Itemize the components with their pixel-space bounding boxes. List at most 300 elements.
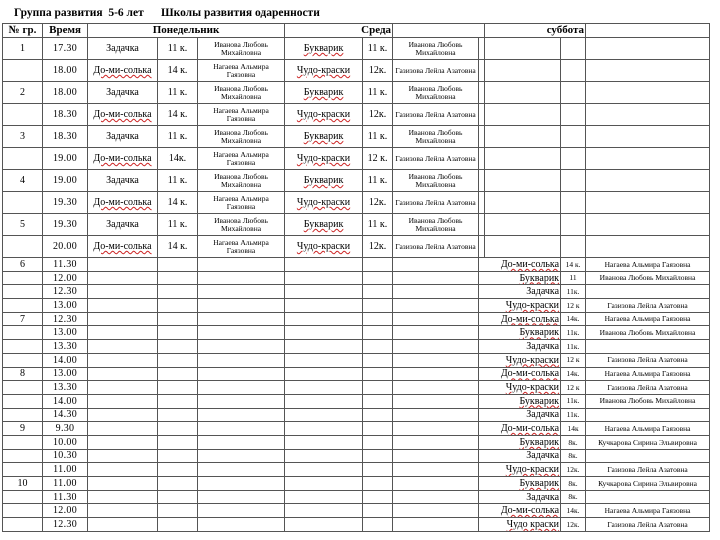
monday-room xyxy=(158,148,198,170)
saturday-subject xyxy=(479,381,561,395)
monday-subject-text: Задачка xyxy=(106,175,139,186)
empty-cell xyxy=(561,236,586,258)
saturday-subject-text: Задачка xyxy=(526,409,560,421)
empty-cell xyxy=(393,271,479,285)
empty-cell xyxy=(158,463,198,477)
monday-subject xyxy=(88,126,158,148)
saturday-room xyxy=(561,312,586,326)
time-cell-text: 13.00 xyxy=(53,368,77,380)
saturday-subject-text: Букварик xyxy=(519,327,560,339)
weekday-row xyxy=(3,104,710,126)
time-cell xyxy=(43,285,88,299)
group-number xyxy=(3,82,43,104)
empty-cell xyxy=(363,367,393,381)
saturday-teacher-text: Нагаева Альмира Гаязовна xyxy=(604,314,691,324)
monday-subject xyxy=(88,104,158,126)
empty-cell xyxy=(158,518,198,532)
saturday-room xyxy=(561,394,586,408)
saturday-subject-text: Букварик xyxy=(519,272,560,284)
empty-cell xyxy=(363,435,393,449)
time-cell xyxy=(43,422,88,436)
saturday-subject xyxy=(479,285,561,299)
monday-room xyxy=(158,170,198,192)
empty-cell xyxy=(393,367,479,381)
saturday-room xyxy=(561,504,586,518)
empty-cell xyxy=(561,38,586,60)
empty-cell xyxy=(285,271,363,285)
saturday-row xyxy=(3,312,710,326)
monday-subject xyxy=(88,236,158,258)
saturday-subject-text: До-ми-солька xyxy=(500,313,560,325)
group-number xyxy=(3,408,43,422)
group-number-text: 4 xyxy=(20,175,25,186)
empty-cell xyxy=(485,104,561,126)
group-number xyxy=(3,258,43,272)
wednesday-subject-text: Чудо-краски xyxy=(296,65,351,76)
empty-cell xyxy=(285,326,363,340)
saturday-room-text: 14 к. xyxy=(565,259,581,269)
saturday-teacher-text: Газизова Лейла Азатовна xyxy=(607,464,688,474)
empty-cell xyxy=(198,353,285,367)
monday-room xyxy=(158,38,198,60)
time-cell xyxy=(43,463,88,477)
empty-cell xyxy=(363,504,393,518)
wednesday-teacher-text: Газизова Лейла Азатовна xyxy=(395,241,476,251)
wednesday-teacher-text: Газизова Лейла Азатовна xyxy=(395,65,476,75)
group-number-text: 9 xyxy=(20,423,25,435)
header-row xyxy=(3,24,710,38)
saturday-subject xyxy=(479,518,561,532)
time-cell xyxy=(43,258,88,272)
group-number xyxy=(3,192,43,214)
empty-cell xyxy=(198,340,285,354)
empty-cell xyxy=(285,381,363,395)
empty-cell xyxy=(363,394,393,408)
saturday-teacher-text: Кучкарова Сирина Эльвировна xyxy=(598,478,697,488)
wednesday-teacher-text: Газизова Лейла Азатовна xyxy=(395,153,476,163)
empty-cell xyxy=(158,504,198,518)
time-cell-text: 12.00 xyxy=(53,272,77,284)
time-cell xyxy=(43,353,88,367)
empty-cell xyxy=(88,326,158,340)
weekday-row xyxy=(3,192,710,214)
saturday-row xyxy=(3,449,710,463)
group-number xyxy=(3,477,43,491)
saturday-subject-text: Чудо-краски xyxy=(505,464,560,476)
group-number-text: 5 xyxy=(20,219,25,230)
wednesday-teacher xyxy=(393,38,479,60)
wednesday-subject-text: Чудо-краски xyxy=(296,241,351,252)
empty-cell xyxy=(198,312,285,326)
empty-cell xyxy=(198,326,285,340)
empty-cell xyxy=(393,504,479,518)
saturday-teacher-text: Нагаева Альмира Гаязовна xyxy=(604,505,691,515)
wednesday-room-text: 12к. xyxy=(368,109,387,120)
time-cell xyxy=(43,38,88,60)
wednesday-teacher xyxy=(393,236,479,258)
time-cell xyxy=(43,82,88,104)
empty-cell xyxy=(485,192,561,214)
monday-room-text: 11 к. xyxy=(167,131,188,142)
time-cell-text: 14.00 xyxy=(53,395,77,407)
saturday-subject-text: Задачка xyxy=(526,286,560,298)
group-number xyxy=(3,435,43,449)
group-number xyxy=(3,60,43,82)
weekday-row xyxy=(3,126,710,148)
monday-room-text: 14к. xyxy=(168,153,187,164)
saturday-subject-text: До-ми-солька xyxy=(500,368,560,380)
empty-cell xyxy=(285,258,363,272)
empty-cell xyxy=(485,236,561,258)
wednesday-room-text: 11 к. xyxy=(367,43,388,54)
empty-cell xyxy=(393,258,479,272)
empty-cell xyxy=(285,285,363,299)
empty-cell xyxy=(393,463,479,477)
saturday-teacher xyxy=(586,258,710,272)
empty-cell xyxy=(363,477,393,491)
empty-cell xyxy=(363,299,393,313)
weekday-row xyxy=(3,82,710,104)
empty-cell xyxy=(363,258,393,272)
time-cell-text: 11.30 xyxy=(53,258,77,270)
wednesday-subject xyxy=(285,104,363,126)
monday-teacher xyxy=(198,192,285,214)
saturday-room xyxy=(561,435,586,449)
wednesday-room xyxy=(363,170,393,192)
saturday-teacher-text: Иванова Любовь Михайловна xyxy=(599,396,696,406)
time-cell xyxy=(43,504,88,518)
saturday-teacher-text: Нагаева Альмира Гаязовна xyxy=(604,423,691,433)
time-cell xyxy=(43,299,88,313)
group-number xyxy=(3,126,43,148)
empty-cell xyxy=(393,408,479,422)
time-cell xyxy=(43,340,88,354)
group-number xyxy=(3,236,43,258)
saturday-room-text: 11к. xyxy=(566,341,580,351)
empty-cell xyxy=(158,449,198,463)
saturday-subject xyxy=(479,312,561,326)
group-number xyxy=(3,463,43,477)
empty-cell xyxy=(198,408,285,422)
group-number xyxy=(3,367,43,381)
monday-room-text: 14 к. xyxy=(167,197,188,208)
time-cell-text: 14.30 xyxy=(53,409,77,421)
empty-cell xyxy=(393,285,479,299)
empty-cell xyxy=(285,312,363,326)
empty-cell xyxy=(586,192,710,214)
empty-cell xyxy=(88,271,158,285)
saturday-subject xyxy=(479,299,561,313)
empty-cell xyxy=(285,408,363,422)
saturday-teacher-text: Газизова Лейла Азатовна xyxy=(607,355,688,365)
saturday-teacher-text: Иванова Любовь Михайловна xyxy=(599,273,696,283)
saturday-row xyxy=(3,258,710,272)
time-cell-text: 11.30 xyxy=(53,491,77,503)
header-empty xyxy=(586,24,710,38)
group-number xyxy=(3,312,43,326)
empty-cell xyxy=(485,126,561,148)
weekday-row xyxy=(3,60,710,82)
wednesday-subject-text: Букварик xyxy=(303,131,344,142)
saturday-room xyxy=(561,258,586,272)
saturday-subject xyxy=(479,490,561,504)
saturday-teacher-text: Газизова Лейла Азатовна xyxy=(607,382,688,392)
saturday-room-text: 12 к xyxy=(566,300,580,310)
empty-cell xyxy=(158,340,198,354)
saturday-row xyxy=(3,463,710,477)
monday-teacher-text: Иванова Любовь Михайловна xyxy=(214,84,268,101)
saturday-teacher xyxy=(586,271,710,285)
time-cell xyxy=(43,490,88,504)
time-cell xyxy=(43,148,88,170)
empty-cell xyxy=(198,477,285,491)
monday-room-text: 14 к. xyxy=(167,109,188,120)
empty-cell xyxy=(561,170,586,192)
wednesday-teacher xyxy=(393,170,479,192)
empty-cell xyxy=(88,477,158,491)
wednesday-teacher xyxy=(393,60,479,82)
time-cell xyxy=(43,394,88,408)
group-number xyxy=(3,449,43,463)
empty-cell xyxy=(393,394,479,408)
saturday-row xyxy=(3,353,710,367)
saturday-subject-text: Задачка xyxy=(526,340,560,352)
empty-cell xyxy=(198,504,285,518)
wednesday-room xyxy=(363,60,393,82)
saturday-room-text: 14к xyxy=(567,423,579,433)
wednesday-teacher-text: Иванова Любовь Михайловна xyxy=(408,128,463,145)
time-cell-text: 12.30 xyxy=(53,286,77,298)
empty-cell xyxy=(485,170,561,192)
wednesday-subject xyxy=(285,236,363,258)
empty-cell xyxy=(158,367,198,381)
group-number xyxy=(3,148,43,170)
empty-cell xyxy=(393,353,479,367)
saturday-teacher-text: Газизова Лейла Азатовна xyxy=(607,519,688,529)
empty-cell xyxy=(561,82,586,104)
saturday-room xyxy=(561,381,586,395)
empty-cell xyxy=(198,518,285,532)
saturday-room xyxy=(561,271,586,285)
empty-cell xyxy=(88,463,158,477)
empty-cell xyxy=(363,490,393,504)
saturday-room xyxy=(561,326,586,340)
saturday-room xyxy=(561,422,586,436)
monday-subject xyxy=(88,60,158,82)
time-cell xyxy=(43,435,88,449)
monday-teacher-text: Иванова Любовь Михайловна xyxy=(214,128,268,145)
wednesday-room-text: 12к. xyxy=(368,241,387,252)
monday-subject xyxy=(88,82,158,104)
monday-room-text: 14 к. xyxy=(167,241,188,252)
empty-cell xyxy=(158,381,198,395)
empty-cell xyxy=(198,299,285,313)
saturday-row xyxy=(3,340,710,354)
wednesday-subject-text: Букварик xyxy=(303,219,344,230)
wednesday-room-text: 11 к. xyxy=(367,219,388,230)
empty-cell xyxy=(561,192,586,214)
saturday-row xyxy=(3,394,710,408)
empty-cell xyxy=(586,148,710,170)
saturday-room xyxy=(561,449,586,463)
wednesday-teacher xyxy=(393,148,479,170)
monday-teacher xyxy=(198,38,285,60)
empty-cell xyxy=(158,394,198,408)
empty-cell xyxy=(88,449,158,463)
wednesday-subject xyxy=(285,148,363,170)
wednesday-teacher xyxy=(393,104,479,126)
empty-cell xyxy=(198,285,285,299)
saturday-room-text: 8к. xyxy=(568,492,578,502)
saturday-room xyxy=(561,285,586,299)
empty-cell xyxy=(485,38,561,60)
time-cell-text: 13.00 xyxy=(53,299,77,311)
group-number xyxy=(3,518,43,532)
saturday-subject xyxy=(479,271,561,285)
time-cell-text: 12.30 xyxy=(53,313,77,325)
saturday-teacher xyxy=(586,435,710,449)
monday-subject-text: Задачка xyxy=(106,219,139,230)
empty-cell xyxy=(485,82,561,104)
monday-room-text: 14 к. xyxy=(167,65,188,76)
saturday-teacher-text: Нагаева Альмира Гаязовна xyxy=(604,259,691,269)
saturday-teacher xyxy=(586,285,710,299)
empty-cell xyxy=(586,214,710,236)
document-title xyxy=(14,7,320,19)
monday-room xyxy=(158,82,198,104)
saturday-room xyxy=(561,299,586,313)
time-cell xyxy=(43,381,88,395)
monday-subject xyxy=(88,148,158,170)
header-group-no: № гр. xyxy=(3,24,43,38)
saturday-teacher xyxy=(586,463,710,477)
empty-cell xyxy=(88,340,158,354)
time-cell-text: 11.00 xyxy=(53,477,77,489)
saturday-row xyxy=(3,285,710,299)
empty-cell xyxy=(198,258,285,272)
empty-cell xyxy=(561,148,586,170)
empty-cell xyxy=(393,422,479,436)
wednesday-subject-text: Букварик xyxy=(303,43,344,54)
saturday-teacher xyxy=(586,408,710,422)
time-cell xyxy=(43,126,88,148)
time-cell xyxy=(43,367,88,381)
wednesday-subject xyxy=(285,82,363,104)
saturday-subject xyxy=(479,326,561,340)
time-cell xyxy=(43,449,88,463)
wednesday-room-text: 12к. xyxy=(368,197,387,208)
time-cell xyxy=(43,214,88,236)
empty-cell xyxy=(88,367,158,381)
group-number xyxy=(3,104,43,126)
saturday-row xyxy=(3,381,710,395)
monday-room-text: 11 к. xyxy=(167,43,188,54)
saturday-row xyxy=(3,271,710,285)
empty-cell xyxy=(158,422,198,436)
saturday-subject-text: До-ми-солька xyxy=(500,258,560,270)
wednesday-room xyxy=(363,236,393,258)
time-cell xyxy=(43,104,88,126)
saturday-teacher xyxy=(586,312,710,326)
saturday-subject xyxy=(479,340,561,354)
empty-cell xyxy=(363,271,393,285)
wednesday-teacher-text: Иванова Любовь Михайловна xyxy=(408,40,463,57)
time-cell-text: 13.00 xyxy=(53,327,77,339)
saturday-teacher xyxy=(586,340,710,354)
empty-cell xyxy=(363,326,393,340)
empty-cell xyxy=(285,299,363,313)
monday-teacher xyxy=(198,148,285,170)
group-number xyxy=(3,271,43,285)
wednesday-subject xyxy=(285,38,363,60)
wednesday-teacher xyxy=(393,82,479,104)
empty-cell xyxy=(88,504,158,518)
saturday-teacher xyxy=(586,367,710,381)
empty-cell xyxy=(88,312,158,326)
empty-cell xyxy=(158,408,198,422)
monday-room xyxy=(158,60,198,82)
time-cell xyxy=(43,518,88,532)
time-cell-text: 20.00 xyxy=(53,241,77,252)
empty-cell xyxy=(363,422,393,436)
wednesday-subject-text: Букварик xyxy=(303,87,344,98)
saturday-room-text: 11к. xyxy=(566,328,580,338)
monday-room xyxy=(158,214,198,236)
saturday-teacher-text: Кучкарова Сирина Эльвировна xyxy=(598,437,697,447)
monday-teacher-text: Иванова Любовь Михайловна xyxy=(214,172,268,189)
wednesday-subject xyxy=(285,170,363,192)
group-number xyxy=(3,170,43,192)
time-cell-text: 18.30 xyxy=(53,109,77,120)
time-cell-text: 18.00 xyxy=(53,65,77,76)
empty-cell xyxy=(158,435,198,449)
empty-cell xyxy=(393,312,479,326)
saturday-row xyxy=(3,518,710,532)
saturday-room-text: 14к. xyxy=(566,505,580,515)
wednesday-subject xyxy=(285,126,363,148)
empty-cell xyxy=(393,490,479,504)
empty-cell xyxy=(198,435,285,449)
monday-teacher xyxy=(198,170,285,192)
weekday-row xyxy=(3,38,710,60)
time-cell-text: 19.30 xyxy=(53,219,77,230)
saturday-teacher-text: Нагаева Альмира Гаязовна xyxy=(604,369,691,379)
empty-cell xyxy=(198,271,285,285)
wednesday-room-text: 11 к. xyxy=(367,175,388,186)
saturday-room-text: 12 к xyxy=(566,355,580,365)
empty-cell xyxy=(485,148,561,170)
monday-room xyxy=(158,104,198,126)
empty-cell xyxy=(158,477,198,491)
group-number xyxy=(3,38,43,60)
monday-subject-text: До-ми-солька xyxy=(93,197,152,208)
saturday-room xyxy=(561,477,586,491)
saturday-teacher xyxy=(586,353,710,367)
monday-subject-text: Задачка xyxy=(106,87,139,98)
monday-subject-text: Задачка xyxy=(106,131,139,142)
empty-cell xyxy=(198,394,285,408)
monday-subject xyxy=(88,38,158,60)
group-number xyxy=(3,340,43,354)
wednesday-teacher-text: Газизова Лейла Азатовна xyxy=(395,109,476,119)
empty-cell xyxy=(586,38,710,60)
time-cell-text: 18.30 xyxy=(53,131,77,142)
empty-cell xyxy=(198,463,285,477)
saturday-subject-text: Чудо-краски xyxy=(505,299,560,311)
empty-cell xyxy=(586,170,710,192)
saturday-room-text: 14к. xyxy=(566,314,580,324)
monday-room xyxy=(158,192,198,214)
